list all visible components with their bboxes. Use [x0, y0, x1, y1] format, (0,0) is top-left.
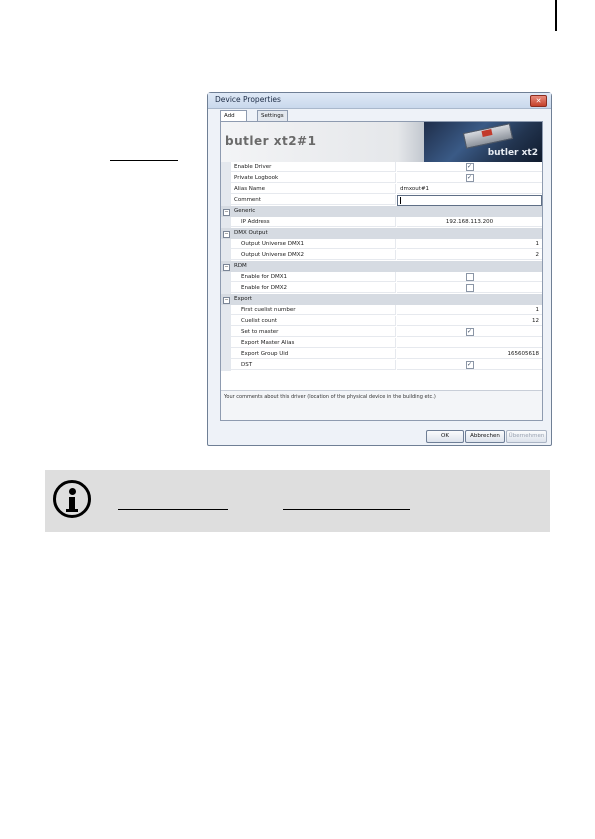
empty-checkbox-icon	[466, 284, 474, 292]
property-label: DST	[231, 360, 396, 370]
universe-dmx2-field[interactable]: 2	[397, 250, 542, 260]
set-to-master-checkbox[interactable]	[397, 327, 542, 337]
collapse-icon[interactable]: −	[224, 231, 229, 237]
tab-add-device[interactable]: Add	[220, 110, 247, 122]
info-note-box	[45, 470, 550, 532]
property-label: Enable for DMX2	[231, 283, 396, 293]
property-grid	[221, 162, 542, 371]
dialog-title: Device Properties	[215, 95, 281, 104]
checkmark-icon: ✓	[466, 360, 473, 368]
device-image	[424, 122, 542, 162]
property-row	[221, 360, 542, 371]
category-label: Export	[234, 296, 253, 302]
category-label: DMX Output	[234, 230, 268, 236]
text-caret	[400, 197, 401, 204]
property-label: Output Universe DMX1	[231, 239, 396, 249]
property-row	[221, 173, 542, 184]
property-label: Enable Driver	[231, 162, 396, 172]
private-logbook-checkbox[interactable]	[397, 173, 542, 183]
device-banner	[221, 122, 542, 162]
export-group-uid-field[interactable]: 165605618	[397, 349, 542, 359]
cuelist-count-field[interactable]: 12	[397, 316, 542, 326]
rdm-dmx2-checkbox[interactable]	[397, 283, 542, 293]
property-row	[221, 250, 542, 261]
property-row	[221, 162, 542, 173]
device-properties-dialog	[207, 92, 552, 446]
close-button[interactable]: ✕	[530, 95, 547, 107]
collapse-icon[interactable]: −	[224, 209, 229, 215]
property-row	[221, 184, 542, 195]
property-label: Export Master Alias	[231, 338, 396, 348]
category-header[interactable]	[221, 206, 542, 217]
category-label: RDM	[234, 263, 247, 269]
checkmark-icon: ✓	[466, 173, 473, 181]
rdm-dmx1-checkbox[interactable]	[397, 272, 542, 282]
enable-driver-checkbox[interactable]	[397, 162, 542, 172]
apply-button[interactable]: Übernehmen	[506, 430, 547, 443]
category-header[interactable]	[221, 228, 542, 239]
note-underline-right	[283, 509, 410, 510]
property-row	[221, 327, 542, 338]
comment-input[interactable]	[397, 195, 542, 206]
property-panel	[220, 121, 543, 421]
property-row	[221, 305, 542, 316]
text-underline	[110, 160, 178, 161]
property-row	[221, 338, 542, 349]
export-master-alias-field[interactable]	[397, 338, 542, 348]
property-label: Export Group Uid	[231, 349, 396, 359]
property-row	[221, 239, 542, 250]
dst-checkbox[interactable]	[397, 360, 542, 370]
property-row	[221, 316, 542, 327]
property-label: Alias Name	[231, 184, 396, 194]
property-label: First cuelist number	[231, 305, 396, 315]
dialog-titlebar	[208, 93, 551, 109]
property-label: Private Logbook	[231, 173, 396, 183]
collapse-icon[interactable]: −	[224, 297, 229, 303]
empty-checkbox-icon	[466, 273, 474, 281]
property-label: Comment	[231, 195, 396, 205]
collapse-icon[interactable]: −	[224, 264, 229, 270]
product-logo-text: butler xt2	[487, 148, 538, 158]
checkmark-icon: ✓	[466, 327, 473, 335]
alias-name-field[interactable]: dmxout#1	[397, 184, 542, 194]
device-name-heading: butler xt2#1	[225, 134, 317, 148]
ip-address-field[interactable]: 192.168.113.200	[397, 217, 542, 227]
category-label: Generic	[234, 208, 256, 214]
note-underline-left	[118, 509, 228, 510]
property-label: Enable for DMX1	[231, 272, 396, 282]
property-row	[221, 217, 542, 228]
property-label: Set to master	[231, 327, 396, 337]
tab-settings[interactable]: Settings	[257, 110, 288, 121]
property-label: Output Universe DMX2	[231, 250, 396, 260]
category-header[interactable]	[221, 261, 542, 272]
property-row	[221, 272, 542, 283]
checkmark-icon: ✓	[466, 162, 473, 170]
info-icon	[53, 480, 91, 518]
device-hardware-graphic	[463, 123, 513, 149]
page-edge-marker	[555, 0, 557, 31]
property-description: Your comments about this driver (location of the physical device in the building etc.)	[221, 390, 542, 420]
property-label: Cuelist count	[231, 316, 396, 326]
category-header[interactable]	[221, 294, 542, 305]
cancel-button[interactable]: Abbrechen	[465, 430, 505, 443]
property-row	[221, 349, 542, 360]
universe-dmx1-field[interactable]: 1	[397, 239, 542, 249]
first-cuelist-field[interactable]: 1	[397, 305, 542, 315]
ok-button[interactable]: OK	[426, 430, 464, 443]
property-row	[221, 283, 542, 294]
property-row	[221, 195, 542, 206]
property-label: IP Address	[231, 217, 396, 227]
